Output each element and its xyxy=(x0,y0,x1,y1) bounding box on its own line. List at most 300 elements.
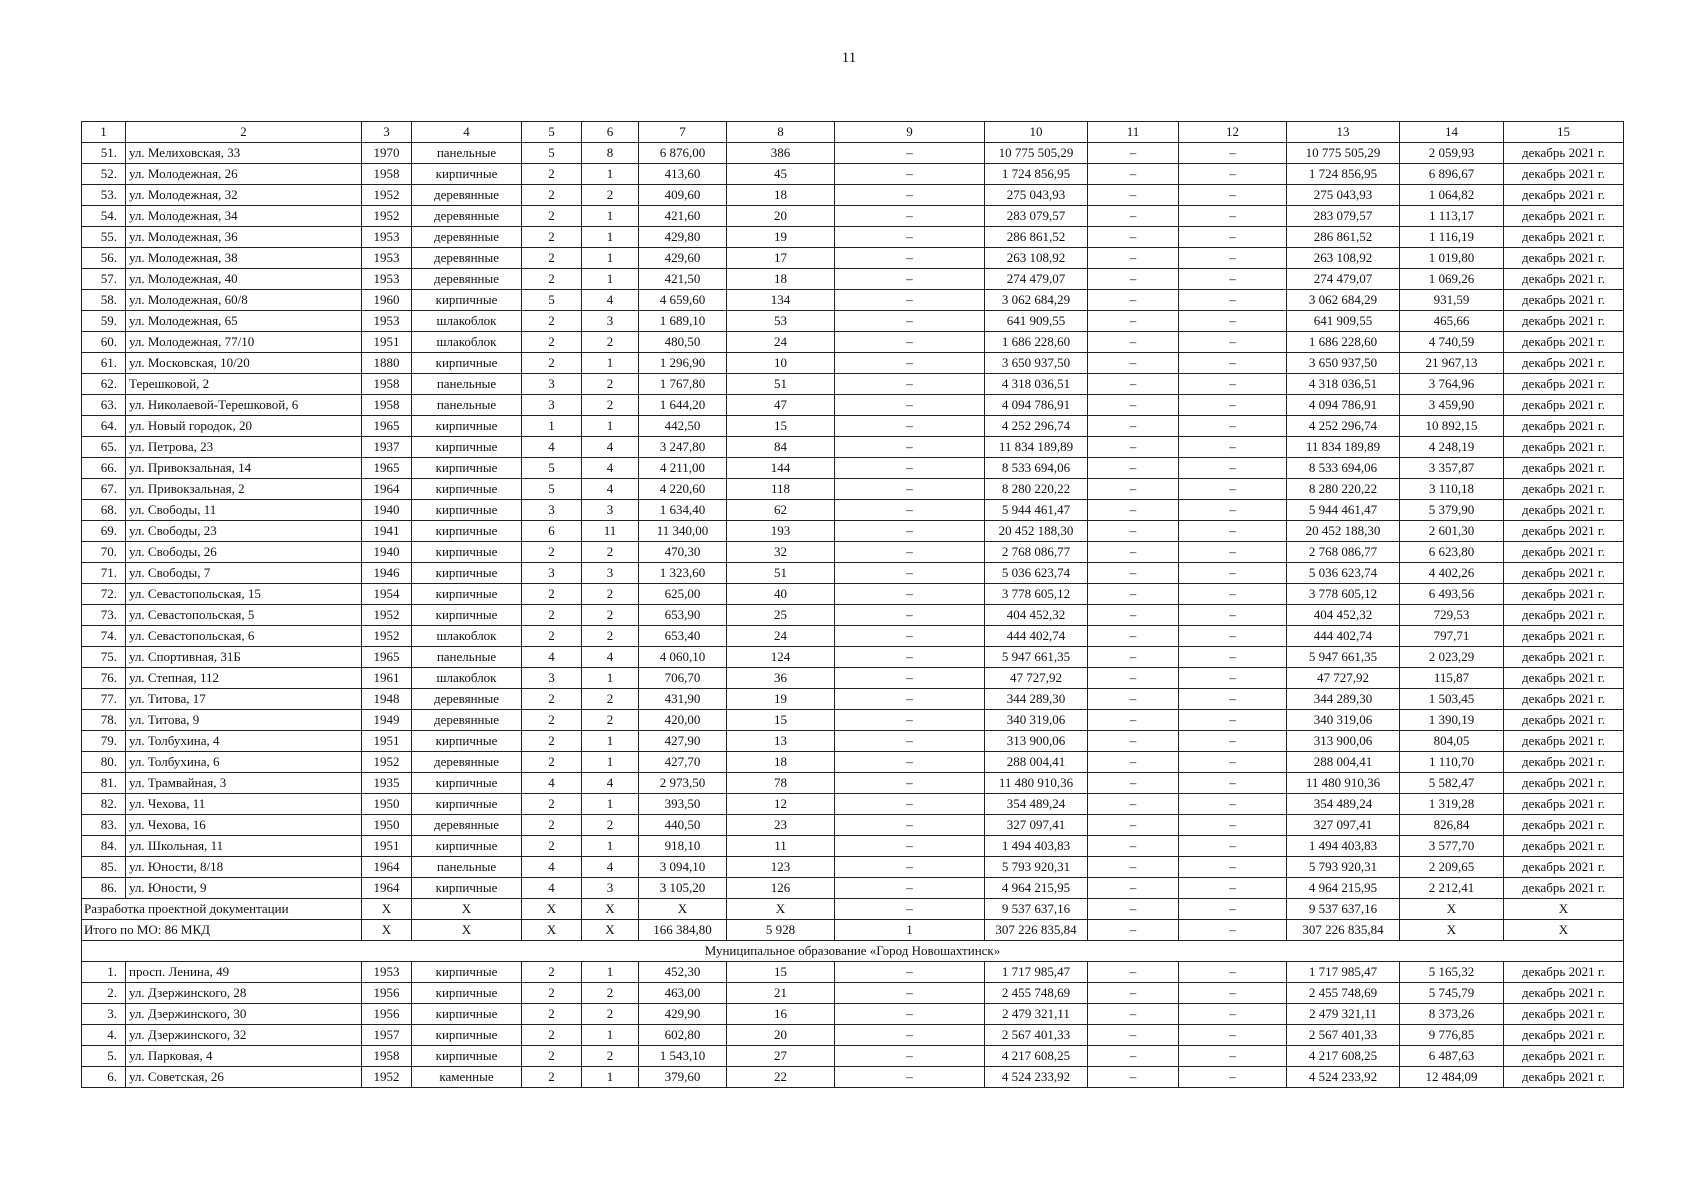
col-13-value: 274 479,07 xyxy=(1287,269,1400,290)
residents-count: 40 xyxy=(727,584,835,605)
residents-count: 51 xyxy=(727,374,835,395)
table-row xyxy=(82,584,1624,605)
residents-count: 84 xyxy=(727,437,835,458)
col-12-value: – xyxy=(1179,185,1287,206)
col-14-value: 729,53 xyxy=(1400,605,1504,626)
total-area: 379,60 xyxy=(639,1067,727,1088)
table-row xyxy=(82,458,1624,479)
wall-material: кирпичные xyxy=(412,773,522,794)
year-built: 1965 xyxy=(362,416,412,437)
table-row xyxy=(82,164,1624,185)
address: ул. Дзержинского, 28 xyxy=(126,983,362,1004)
col-10-value: 1 494 403,83 xyxy=(985,836,1088,857)
col-10-value: 3 062 684,29 xyxy=(985,290,1088,311)
row-number: 81. xyxy=(82,773,126,794)
residents-count: 27 xyxy=(727,1046,835,1067)
table-row xyxy=(82,773,1624,794)
row-number: 4. xyxy=(82,1025,126,1046)
wall-material: шлакоблок xyxy=(412,332,522,353)
row-number: 52. xyxy=(82,164,126,185)
table-row xyxy=(82,857,1624,878)
col-11-value: – xyxy=(1088,668,1179,689)
floors-count: 2 xyxy=(522,836,582,857)
col-10-value: 327 097,41 xyxy=(985,815,1088,836)
col-10-value: 4 318 036,51 xyxy=(985,374,1088,395)
col-13-value: 5 947 661,35 xyxy=(1287,647,1400,668)
floors-count: 2 xyxy=(522,206,582,227)
col-10-value: 5 944 461,47 xyxy=(985,500,1088,521)
entrances-count: 2 xyxy=(582,710,639,731)
year-built: 1954 xyxy=(362,584,412,605)
table-row xyxy=(82,416,1624,437)
col-12-value: – xyxy=(1179,731,1287,752)
col-11-value: – xyxy=(1088,1046,1179,1067)
col-9-value: – xyxy=(835,836,985,857)
year-built: 1951 xyxy=(362,836,412,857)
completion-date: декабрь 2021 г. xyxy=(1504,1004,1624,1025)
completion-date: декабрь 2021 г. xyxy=(1504,374,1624,395)
col-12-value: – xyxy=(1179,563,1287,584)
col-12-value: – xyxy=(1179,1004,1287,1025)
column-number-1: 1 xyxy=(82,122,126,143)
col-13-value: 283 079,57 xyxy=(1287,206,1400,227)
completion-date: декабрь 2021 г. xyxy=(1504,542,1624,563)
total-area: 420,00 xyxy=(639,710,727,731)
col-10-value: 4 964 215,95 xyxy=(985,878,1088,899)
entrances-count: 4 xyxy=(582,647,639,668)
col-11-value: – xyxy=(1088,962,1179,983)
completion-date: декабрь 2021 г. xyxy=(1504,437,1624,458)
completion-date: декабрь 2021 г. xyxy=(1504,878,1624,899)
col-12-value: – xyxy=(1179,962,1287,983)
total-area: 706,70 xyxy=(639,668,727,689)
floors-count: 5 xyxy=(522,458,582,479)
col-14-value: 2 601,30 xyxy=(1400,521,1504,542)
floors-count: 2 xyxy=(522,1025,582,1046)
col-12-value: – xyxy=(1179,857,1287,878)
address: ул. Молодежная, 36 xyxy=(126,227,362,248)
residents-count: 20 xyxy=(727,206,835,227)
col-14-value: 2 212,41 xyxy=(1400,878,1504,899)
row-number: 76. xyxy=(82,668,126,689)
address: ул. Свободы, 23 xyxy=(126,521,362,542)
row-number: 55. xyxy=(82,227,126,248)
completion-date: декабрь 2021 г. xyxy=(1504,605,1624,626)
wall-material: панельные xyxy=(412,143,522,164)
entrances-count: 1 xyxy=(582,668,639,689)
residents-count: 21 xyxy=(727,983,835,1004)
col-13-value: 11 834 189,89 xyxy=(1287,437,1400,458)
floors-count: 3 xyxy=(522,668,582,689)
design-docs-row-c10: 9 537 637,16 xyxy=(985,899,1088,920)
address: ул. Советская, 26 xyxy=(126,1067,362,1088)
col-12-value: – xyxy=(1179,269,1287,290)
column-number-11: 11 xyxy=(1088,122,1179,143)
col-14-value: 826,84 xyxy=(1400,815,1504,836)
completion-date: декабрь 2021 г. xyxy=(1504,248,1624,269)
row-number: 66. xyxy=(82,458,126,479)
address: просп. Ленина, 49 xyxy=(126,962,362,983)
col-12-value: – xyxy=(1179,437,1287,458)
col-9-value: – xyxy=(835,773,985,794)
address: ул. Дзержинского, 30 xyxy=(126,1004,362,1025)
table-row xyxy=(82,269,1624,290)
col-13-value: 47 727,92 xyxy=(1287,668,1400,689)
total-row-c8: 5 928 xyxy=(727,920,835,941)
col-9-value: – xyxy=(835,227,985,248)
col-11-value: – xyxy=(1088,185,1179,206)
total-area: 4 220,60 xyxy=(639,479,727,500)
completion-date: декабрь 2021 г. xyxy=(1504,1025,1624,1046)
col-12-value: – xyxy=(1179,332,1287,353)
col-9-value: – xyxy=(835,1067,985,1088)
col-9-value: – xyxy=(835,878,985,899)
floors-count: 3 xyxy=(522,500,582,521)
col-11-value: – xyxy=(1088,689,1179,710)
total-area: 393,50 xyxy=(639,794,727,815)
wall-material: кирпичные xyxy=(412,164,522,185)
entrances-count: 4 xyxy=(582,773,639,794)
residents-count: 15 xyxy=(727,416,835,437)
col-14-value: 1 390,19 xyxy=(1400,710,1504,731)
address: ул. Московская, 10/20 xyxy=(126,353,362,374)
col-9-value: – xyxy=(835,794,985,815)
total-area: 1 323,60 xyxy=(639,563,727,584)
row-number: 6. xyxy=(82,1067,126,1088)
row-number: 69. xyxy=(82,521,126,542)
col-12-value: – xyxy=(1179,605,1287,626)
col-10-value: 2 479 321,11 xyxy=(985,1004,1088,1025)
completion-date: декабрь 2021 г. xyxy=(1504,1046,1624,1067)
address: ул. Юности, 8/18 xyxy=(126,857,362,878)
col-12-value: – xyxy=(1179,878,1287,899)
col-10-value: 444 402,74 xyxy=(985,626,1088,647)
col-14-value: 5 379,90 xyxy=(1400,500,1504,521)
col-14-value: 9 776,85 xyxy=(1400,1025,1504,1046)
col-11-value: – xyxy=(1088,311,1179,332)
floors-count: 2 xyxy=(522,962,582,983)
wall-material: деревянные xyxy=(412,248,522,269)
row-number: 68. xyxy=(82,500,126,521)
col-13-value: 4 094 786,91 xyxy=(1287,395,1400,416)
residents-count: 36 xyxy=(727,668,835,689)
col-14-value: 6 623,80 xyxy=(1400,542,1504,563)
completion-date: декабрь 2021 г. xyxy=(1504,269,1624,290)
table-row xyxy=(82,248,1624,269)
entrances-count: 1 xyxy=(582,248,639,269)
total-area: 625,00 xyxy=(639,584,727,605)
completion-date: декабрь 2021 г. xyxy=(1504,458,1624,479)
col-13-value: 10 775 505,29 xyxy=(1287,143,1400,164)
entrances-count: 2 xyxy=(582,1004,639,1025)
address: ул. Юности, 9 xyxy=(126,878,362,899)
total-area: 11 340,00 xyxy=(639,521,727,542)
address: Терешковой, 2 xyxy=(126,374,362,395)
completion-date: декабрь 2021 г. xyxy=(1504,668,1624,689)
col-12-value: – xyxy=(1179,374,1287,395)
residents-count: 18 xyxy=(727,269,835,290)
col-11-value: – xyxy=(1088,878,1179,899)
completion-date: декабрь 2021 г. xyxy=(1504,857,1624,878)
col-10-value: 4 524 233,92 xyxy=(985,1067,1088,1088)
col-10-value: 1 724 856,95 xyxy=(985,164,1088,185)
col-12-value: – xyxy=(1179,164,1287,185)
col-12-value: – xyxy=(1179,227,1287,248)
col-9-value: – xyxy=(835,332,985,353)
year-built: 1953 xyxy=(362,248,412,269)
wall-material: шлакоблок xyxy=(412,626,522,647)
row-number: 62. xyxy=(82,374,126,395)
col-14-value: 3 577,70 xyxy=(1400,836,1504,857)
col-14-value: 804,05 xyxy=(1400,731,1504,752)
col-9-value: – xyxy=(835,269,985,290)
col-9-value: – xyxy=(835,353,985,374)
row-number: 54. xyxy=(82,206,126,227)
completion-date: декабрь 2021 г. xyxy=(1504,143,1624,164)
year-built: 1952 xyxy=(362,185,412,206)
floors-count: 6 xyxy=(522,521,582,542)
table-row xyxy=(82,500,1624,521)
wall-material: шлакоблок xyxy=(412,668,522,689)
entrances-count: 2 xyxy=(582,542,639,563)
col-12-value: – xyxy=(1179,416,1287,437)
year-built: 1953 xyxy=(362,269,412,290)
section-title: Муниципальное образование «Город Новошахтинск» xyxy=(82,941,1624,962)
floors-count: 3 xyxy=(522,563,582,584)
col-9-value: – xyxy=(835,206,985,227)
total-area: 413,60 xyxy=(639,164,727,185)
table-row xyxy=(82,1067,1624,1088)
entrances-count: 4 xyxy=(582,290,639,311)
entrances-count: 8 xyxy=(582,143,639,164)
total-area: 442,50 xyxy=(639,416,727,437)
col-14-value: 6 493,56 xyxy=(1400,584,1504,605)
housing-register-table xyxy=(81,121,1624,1088)
year-built: 1964 xyxy=(362,857,412,878)
entrances-count: 1 xyxy=(582,416,639,437)
year-built: 1948 xyxy=(362,689,412,710)
col-12-value: – xyxy=(1179,353,1287,374)
col-10-value: 5 036 623,74 xyxy=(985,563,1088,584)
col-12-value: – xyxy=(1179,206,1287,227)
table-row xyxy=(82,731,1624,752)
floors-count: 3 xyxy=(522,374,582,395)
address: ул. Школьная, 11 xyxy=(126,836,362,857)
floors-count: 2 xyxy=(522,164,582,185)
residents-count: 118 xyxy=(727,479,835,500)
total-area: 3 105,20 xyxy=(639,878,727,899)
year-built: 1952 xyxy=(362,1067,412,1088)
total-area: 421,60 xyxy=(639,206,727,227)
floors-count: 4 xyxy=(522,857,582,878)
design-docs-row-c9: – xyxy=(835,899,985,920)
col-9-value: – xyxy=(835,1046,985,1067)
col-12-value: – xyxy=(1179,311,1287,332)
wall-material: кирпичные xyxy=(412,794,522,815)
wall-material: деревянные xyxy=(412,710,522,731)
entrances-count: 2 xyxy=(582,605,639,626)
table-row xyxy=(82,143,1624,164)
col-10-value: 11 834 189,89 xyxy=(985,437,1088,458)
residents-count: 19 xyxy=(727,689,835,710)
address: ул. Севастопольская, 5 xyxy=(126,605,362,626)
col-10-value: 274 479,07 xyxy=(985,269,1088,290)
col-14-value: 4 402,26 xyxy=(1400,563,1504,584)
entrances-count: 2 xyxy=(582,626,639,647)
col-13-value: 354 489,24 xyxy=(1287,794,1400,815)
residents-count: 19 xyxy=(727,227,835,248)
total-area: 431,90 xyxy=(639,689,727,710)
col-11-value: – xyxy=(1088,521,1179,542)
col-12-value: – xyxy=(1179,1025,1287,1046)
col-11-value: – xyxy=(1088,794,1179,815)
wall-material: кирпичные xyxy=(412,1046,522,1067)
col-14-value: 1 110,70 xyxy=(1400,752,1504,773)
wall-material: кирпичные xyxy=(412,836,522,857)
col-11-value: – xyxy=(1088,353,1179,374)
table-body xyxy=(82,122,1624,1088)
col-11-value: – xyxy=(1088,290,1179,311)
column-number-5: 5 xyxy=(522,122,582,143)
col-9-value: – xyxy=(835,689,985,710)
wall-material: кирпичные xyxy=(412,416,522,437)
table-row xyxy=(82,962,1624,983)
completion-date: декабрь 2021 г. xyxy=(1504,311,1624,332)
wall-material: кирпичные xyxy=(412,584,522,605)
row-number: 53. xyxy=(82,185,126,206)
col-14-value: 4 740,59 xyxy=(1400,332,1504,353)
wall-material: деревянные xyxy=(412,185,522,206)
col-14-value: 465,66 xyxy=(1400,311,1504,332)
col-9-value: – xyxy=(835,962,985,983)
total-row-label: Итого по МО: 86 МКД xyxy=(82,920,362,941)
col-12-value: – xyxy=(1179,815,1287,836)
wall-material: панельные xyxy=(412,395,522,416)
col-14-value: 3 357,87 xyxy=(1400,458,1504,479)
wall-material: кирпичные xyxy=(412,962,522,983)
residents-count: 62 xyxy=(727,500,835,521)
col-9-value: – xyxy=(835,248,985,269)
year-built: 1964 xyxy=(362,878,412,899)
address: ул. Новый городок, 20 xyxy=(126,416,362,437)
col-13-value: 1 686 228,60 xyxy=(1287,332,1400,353)
col-13-value: 263 108,92 xyxy=(1287,248,1400,269)
address: ул. Трамвайная, 3 xyxy=(126,773,362,794)
floors-count: 5 xyxy=(522,143,582,164)
address: ул. Свободы, 26 xyxy=(126,542,362,563)
col-11-value: – xyxy=(1088,248,1179,269)
entrances-count: 1 xyxy=(582,353,639,374)
page-number: 11 xyxy=(841,50,857,66)
row-number: 71. xyxy=(82,563,126,584)
floors-count: 2 xyxy=(522,710,582,731)
wall-material: кирпичные xyxy=(412,542,522,563)
col-9-value: – xyxy=(835,143,985,164)
total-row-c5: X xyxy=(522,920,582,941)
residents-count: 51 xyxy=(727,563,835,584)
col-14-value: 1 019,80 xyxy=(1400,248,1504,269)
table-row xyxy=(82,332,1624,353)
entrances-count: 3 xyxy=(582,311,639,332)
col-14-value: 21 967,13 xyxy=(1400,353,1504,374)
table-row xyxy=(82,521,1624,542)
col-9-value: – xyxy=(835,500,985,521)
col-11-value: – xyxy=(1088,857,1179,878)
address: ул. Толбухина, 6 xyxy=(126,752,362,773)
table-row xyxy=(82,395,1624,416)
table-row xyxy=(82,479,1624,500)
col-11-value: – xyxy=(1088,269,1179,290)
address: ул. Молодежная, 38 xyxy=(126,248,362,269)
completion-date: декабрь 2021 г. xyxy=(1504,290,1624,311)
total-area: 4 060,10 xyxy=(639,647,727,668)
completion-date: декабрь 2021 г. xyxy=(1504,416,1624,437)
address: ул. Молодежная, 26 xyxy=(126,164,362,185)
entrances-count: 1 xyxy=(582,794,639,815)
col-12-value: – xyxy=(1179,626,1287,647)
col-11-value: – xyxy=(1088,1067,1179,1088)
year-built: 1964 xyxy=(362,479,412,500)
column-number-8: 8 xyxy=(727,122,835,143)
col-12-value: – xyxy=(1179,143,1287,164)
col-11-value: – xyxy=(1088,731,1179,752)
column-number-12: 12 xyxy=(1179,122,1287,143)
completion-date: декабрь 2021 г. xyxy=(1504,164,1624,185)
floors-count: 2 xyxy=(522,626,582,647)
year-built: 1951 xyxy=(362,731,412,752)
col-10-value: 641 909,55 xyxy=(985,311,1088,332)
residents-count: 126 xyxy=(727,878,835,899)
total-area: 421,50 xyxy=(639,269,727,290)
table-row xyxy=(82,227,1624,248)
residents-count: 11 xyxy=(727,836,835,857)
total-area: 429,80 xyxy=(639,227,727,248)
year-built: 1952 xyxy=(362,752,412,773)
wall-material: каменные xyxy=(412,1067,522,1088)
col-12-value: – xyxy=(1179,710,1287,731)
col-14-value: 12 484,09 xyxy=(1400,1067,1504,1088)
col-9-value: – xyxy=(835,416,985,437)
table-row xyxy=(82,626,1624,647)
residents-count: 17 xyxy=(727,248,835,269)
column-number-13: 13 xyxy=(1287,122,1400,143)
entrances-count: 1 xyxy=(582,962,639,983)
completion-date: декабрь 2021 г. xyxy=(1504,626,1624,647)
year-built: 1965 xyxy=(362,458,412,479)
total-area: 3 247,80 xyxy=(639,437,727,458)
col-9-value: – xyxy=(835,605,985,626)
col-9-value: – xyxy=(835,374,985,395)
col-9-value: – xyxy=(835,437,985,458)
col-9-value: – xyxy=(835,815,985,836)
col-14-value: 1 319,28 xyxy=(1400,794,1504,815)
wall-material: кирпичные xyxy=(412,878,522,899)
residents-count: 78 xyxy=(727,773,835,794)
entrances-count: 1 xyxy=(582,752,639,773)
residents-count: 45 xyxy=(727,164,835,185)
row-number: 64. xyxy=(82,416,126,437)
address: ул. Молодежная, 34 xyxy=(126,206,362,227)
row-number: 72. xyxy=(82,584,126,605)
col-10-value: 11 480 910,36 xyxy=(985,773,1088,794)
col-9-value: – xyxy=(835,752,985,773)
col-10-value: 275 043,93 xyxy=(985,185,1088,206)
total-area: 1 634,40 xyxy=(639,500,727,521)
col-11-value: – xyxy=(1088,227,1179,248)
col-10-value: 3 650 937,50 xyxy=(985,353,1088,374)
year-built: 1935 xyxy=(362,773,412,794)
entrances-count: 1 xyxy=(582,1067,639,1088)
